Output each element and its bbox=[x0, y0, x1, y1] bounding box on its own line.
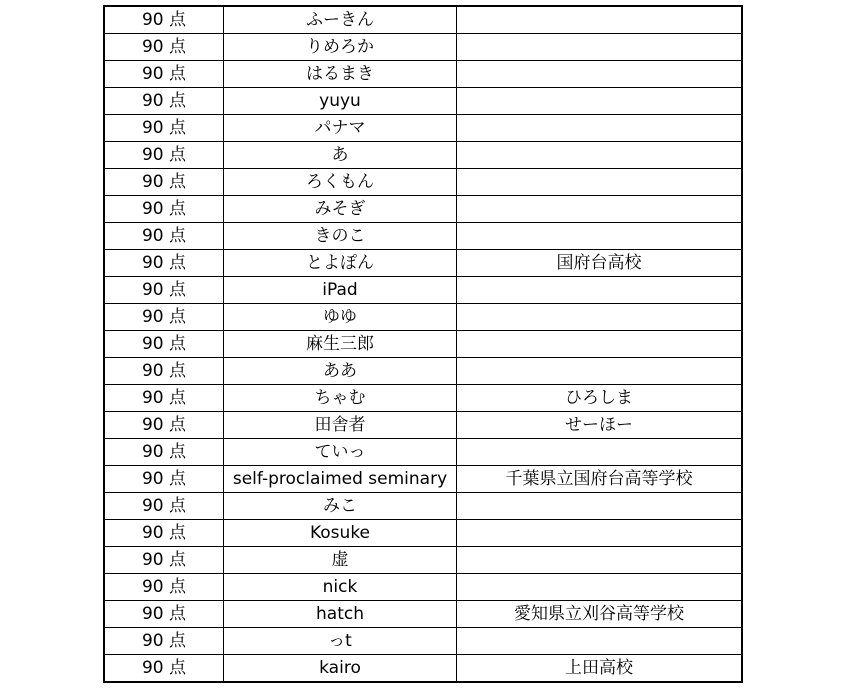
score-cell: 90 点 bbox=[104, 61, 224, 88]
school-cell: 国府台高校 bbox=[457, 250, 743, 277]
score-cell: 90 点 bbox=[104, 304, 224, 331]
score-cell: 90 点 bbox=[104, 412, 224, 439]
table-row bbox=[104, 331, 742, 358]
table-row bbox=[104, 520, 742, 547]
name-cell: はるまき bbox=[224, 61, 457, 88]
table-row bbox=[104, 601, 742, 628]
table-row bbox=[104, 277, 742, 304]
school-cell bbox=[457, 628, 743, 655]
name-cell: あ bbox=[224, 142, 457, 169]
school-cell bbox=[457, 493, 743, 520]
name-cell: ろくもん bbox=[224, 169, 457, 196]
name-cell: ゆゆ bbox=[224, 304, 457, 331]
table-row bbox=[104, 169, 742, 196]
school-cell bbox=[457, 277, 743, 304]
school-cell bbox=[457, 169, 743, 196]
score-cell: 90 点 bbox=[104, 466, 224, 493]
school-cell bbox=[457, 88, 743, 115]
results-table-body bbox=[104, 6, 742, 682]
table-row bbox=[104, 655, 742, 683]
table-row bbox=[104, 547, 742, 574]
table-row bbox=[104, 223, 742, 250]
table-row bbox=[104, 34, 742, 61]
table-row bbox=[104, 574, 742, 601]
score-cell: 90 点 bbox=[104, 358, 224, 385]
score-cell: 90 点 bbox=[104, 493, 224, 520]
name-cell: りめろか bbox=[224, 34, 457, 61]
name-cell: kairo bbox=[224, 655, 457, 683]
school-cell bbox=[457, 61, 743, 88]
name-cell: 虚 bbox=[224, 547, 457, 574]
name-cell: Kosuke bbox=[224, 520, 457, 547]
name-cell: iPad bbox=[224, 277, 457, 304]
score-cell: 90 点 bbox=[104, 115, 224, 142]
table-row bbox=[104, 493, 742, 520]
school-cell bbox=[457, 439, 743, 466]
name-cell: みそぎ bbox=[224, 196, 457, 223]
name-cell: ていっ bbox=[224, 439, 457, 466]
school-cell: 千葉県立国府台高等学校 bbox=[457, 466, 743, 493]
table-row bbox=[104, 196, 742, 223]
name-cell: ああ bbox=[224, 358, 457, 385]
score-cell: 90 点 bbox=[104, 655, 224, 683]
name-cell: みこ bbox=[224, 493, 457, 520]
table-row bbox=[104, 466, 742, 493]
school-cell: せーほー bbox=[457, 412, 743, 439]
school-cell bbox=[457, 331, 743, 358]
score-cell: 90 点 bbox=[104, 142, 224, 169]
school-cell bbox=[457, 115, 743, 142]
name-cell: 麻生三郎 bbox=[224, 331, 457, 358]
score-cell: 90 点 bbox=[104, 223, 224, 250]
school-cell bbox=[457, 358, 743, 385]
school-cell bbox=[457, 142, 743, 169]
name-cell: yuyu bbox=[224, 88, 457, 115]
score-cell: 90 点 bbox=[104, 439, 224, 466]
table-row bbox=[104, 439, 742, 466]
score-cell: 90 点 bbox=[104, 574, 224, 601]
score-cell: 90 点 bbox=[104, 331, 224, 358]
score-cell: 90 点 bbox=[104, 250, 224, 277]
name-cell: hatch bbox=[224, 601, 457, 628]
score-cell: 90 点 bbox=[104, 601, 224, 628]
school-cell bbox=[457, 547, 743, 574]
table-row bbox=[104, 61, 742, 88]
score-cell: 90 点 bbox=[104, 34, 224, 61]
table-row bbox=[104, 88, 742, 115]
name-cell: とよぽん bbox=[224, 250, 457, 277]
table-row bbox=[104, 412, 742, 439]
name-cell: っt bbox=[224, 628, 457, 655]
name-cell: ちゃむ bbox=[224, 385, 457, 412]
score-cell: 90 点 bbox=[104, 547, 224, 574]
school-cell bbox=[457, 34, 743, 61]
table-row bbox=[104, 628, 742, 655]
school-cell bbox=[457, 196, 743, 223]
table-row bbox=[104, 115, 742, 142]
school-cell: 上田高校 bbox=[457, 655, 743, 683]
name-cell: ふーきん bbox=[224, 6, 457, 34]
school-cell bbox=[457, 520, 743, 547]
table-row bbox=[104, 6, 742, 34]
score-cell: 90 点 bbox=[104, 628, 224, 655]
score-cell: 90 点 bbox=[104, 6, 224, 34]
score-cell: 90 点 bbox=[104, 385, 224, 412]
name-cell: 田舎者 bbox=[224, 412, 457, 439]
school-cell bbox=[457, 223, 743, 250]
table-row bbox=[104, 142, 742, 169]
name-cell: nick bbox=[224, 574, 457, 601]
table-row bbox=[104, 250, 742, 277]
school-cell bbox=[457, 304, 743, 331]
table-row bbox=[104, 385, 742, 412]
name-cell: self-proclaimed seminary bbox=[224, 466, 457, 493]
score-cell: 90 点 bbox=[104, 277, 224, 304]
school-cell: ひろしま bbox=[457, 385, 743, 412]
score-cell: 90 点 bbox=[104, 520, 224, 547]
name-cell: パナマ bbox=[224, 115, 457, 142]
table-row bbox=[104, 358, 742, 385]
table-row bbox=[104, 304, 742, 331]
school-cell: 愛知県立刈谷高等学校 bbox=[457, 601, 743, 628]
results-table bbox=[103, 5, 743, 683]
score-cell: 90 点 bbox=[104, 88, 224, 115]
score-cell: 90 点 bbox=[104, 169, 224, 196]
score-cell: 90 点 bbox=[104, 196, 224, 223]
school-cell bbox=[457, 6, 743, 34]
school-cell bbox=[457, 574, 743, 601]
name-cell: きのこ bbox=[224, 223, 457, 250]
